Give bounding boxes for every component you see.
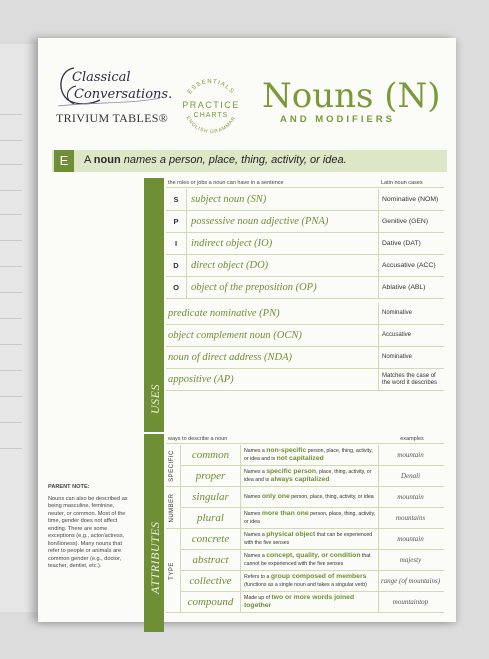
spido-role: subject noun (SN) — [186, 189, 378, 210]
desc-emphasis: always capitalized — [270, 476, 330, 483]
desc-text: , place, thing, activity, or idea and is — [244, 468, 372, 483]
attributes-side-label: ATTRIBUTES — [148, 521, 162, 594]
spido-role: possessive noun adjective (PNA) — [186, 211, 378, 232]
attribute-example: majesty — [378, 550, 442, 570]
attribute-group-text: SPECIFIC — [169, 450, 175, 482]
spido-letter: O — [173, 283, 179, 292]
uses-other-row — [166, 347, 444, 369]
logo-swash-icon — [52, 60, 164, 110]
attribute-description — [240, 529, 378, 549]
page-subtitle: AND MODIFIERS — [280, 114, 395, 125]
other-latin-case: Accusative — [378, 325, 444, 346]
classical-conversations-logo — [52, 60, 173, 128]
uses-spido-row — [166, 255, 444, 277]
attributes-header-ways: ways to describe a noun — [168, 436, 228, 442]
uses-spido-row — [166, 277, 444, 299]
spido-role: indirect object (IO) — [186, 233, 378, 254]
section-letter-box: E — [54, 150, 74, 172]
desc-emphasis: two or more words joined together — [244, 593, 355, 609]
attribute-name: proper — [180, 466, 240, 486]
attribute-row — [180, 466, 444, 487]
desc-text: that cannot be experienced with the five senses — [244, 552, 371, 567]
desc-emphasis: non-specific — [266, 446, 307, 454]
attribute-name: common — [180, 445, 240, 465]
spido-latin-case: Ablative (ABL) — [378, 277, 444, 298]
parent-note-heading: PARENT NOTE: — [48, 484, 90, 490]
spido-letter: P — [173, 217, 179, 226]
attribute-description — [240, 508, 378, 528]
attribute-description — [240, 487, 378, 507]
page-title: Nouns (N) — [262, 76, 441, 116]
brand-line-2: Conversations. — [74, 87, 173, 102]
other-role: predicate nominative (PN) — [168, 308, 280, 319]
spido-role: direct object (DO) — [186, 255, 378, 276]
svg-text:ESSENTIALS: ESSENTIALS — [186, 78, 236, 96]
attribute-description — [240, 571, 378, 591]
desc-text: (functions as a single noun and takes a singular verb) — [244, 582, 367, 588]
attribute-description — [240, 466, 378, 486]
desc-text: person, place, thing, activity, or idea — [244, 510, 376, 525]
chart-page — [38, 38, 456, 622]
desc-text: Names — [244, 493, 262, 500]
back-page-edge — [0, 44, 40, 612]
attribute-example: mountains — [378, 508, 442, 528]
attribute-description — [240, 592, 378, 612]
desc-text: Made up of — [244, 594, 272, 601]
desc-text: Names a — [244, 531, 267, 538]
attribute-row — [180, 508, 444, 529]
attributes-header-row — [166, 434, 444, 444]
spido-latin-case: Dative (DAT) — [378, 233, 444, 254]
desc-emphasis: physical object — [266, 530, 316, 538]
desc-text: Names a — [244, 552, 267, 559]
spido-latin-case: Accusative (ACC) — [378, 255, 444, 276]
spido-latin-case: Genitive (GEN) — [378, 211, 444, 232]
spido-latin-case: Nominative (NOM) — [378, 189, 444, 210]
uses-other-row — [166, 325, 444, 347]
parent-note — [48, 484, 132, 571]
attribute-group-label — [166, 529, 180, 613]
attribute-name: compound — [180, 592, 240, 612]
uses-other-row — [166, 369, 444, 391]
desc-emphasis: not capitalized — [276, 455, 324, 462]
desc-text: Names a — [244, 447, 267, 454]
attribute-example: mountaintop — [378, 592, 442, 612]
essentials-practice-charts-badge — [174, 68, 248, 142]
attribute-row — [180, 529, 444, 550]
desc-text: person, place, thing, activity, or idea — [289, 493, 374, 500]
other-latin-case: Nominative — [378, 347, 444, 368]
attributes-side-bar — [144, 434, 164, 632]
other-role: noun of direct address (NDA) — [168, 352, 293, 363]
attribute-name: singular — [180, 487, 240, 507]
uses-side-bar — [144, 178, 164, 432]
desc-emphasis: concept, quality, or condition — [266, 551, 361, 559]
other-role: appositive (AP) — [168, 374, 234, 385]
desc-emphasis: more than one — [261, 509, 309, 517]
parent-note-body: Nouns can also be described as being masculine, feminine, neuter, or common. Most of the time, gender does not affect ending. There are some exceptions (e.g., actor/actress, lion/lioness). Many nouns that refer to people or animals are common gender (e.g., doctor, teacher, dentist, etc.). — [48, 495, 128, 570]
attribute-group-label — [166, 445, 180, 487]
svg-text:CHARTS: CHARTS — [193, 112, 229, 119]
attribute-group-text: NUMBER — [169, 493, 175, 523]
desc-text: Refers to a — [244, 573, 271, 580]
attribute-row — [180, 550, 444, 571]
attribute-example: mountain — [378, 445, 442, 465]
attribute-name: collective — [180, 571, 240, 591]
attribute-name: concrete — [180, 529, 240, 549]
noun-definition: A noun names a person, place, thing, activity, or idea. — [84, 154, 347, 166]
attribute-description — [240, 550, 378, 570]
attribute-example: Denali — [378, 466, 442, 486]
attribute-example: mountain — [378, 487, 442, 507]
attribute-row — [180, 445, 444, 466]
uses-header-row — [166, 178, 444, 188]
attribute-row — [180, 592, 444, 613]
brand-line-1: Classical — [72, 70, 131, 85]
uses-spido-row — [166, 211, 444, 233]
desc-text: that can be experienced with the five senses — [244, 531, 373, 546]
attribute-group-text: TYPE — [169, 562, 175, 580]
spido-letter: I — [174, 239, 178, 248]
uses-header-roles: the roles or jobs a noun can have in a sentence — [168, 180, 284, 186]
attribute-name: plural — [180, 508, 240, 528]
desc-text: Names a — [244, 468, 267, 475]
attribute-row — [180, 487, 444, 508]
spido-letter: D — [173, 261, 179, 270]
desc-emphasis: only one — [261, 492, 290, 500]
desc-emphasis: group composed of members — [270, 572, 367, 580]
attribute-name: abstract — [180, 550, 240, 570]
svg-text:PRACTICE: PRACTICE — [182, 100, 240, 110]
attribute-group-label — [166, 487, 180, 529]
svg-text:ENGLISH GRAMMAR: ENGLISH GRAMMAR — [184, 115, 238, 136]
attribute-row — [180, 571, 444, 592]
spido-letter: S — [173, 195, 179, 204]
uses-spido-row — [166, 189, 444, 211]
attribute-example: mountain — [378, 529, 442, 549]
other-role: object complement noun (OCN) — [168, 330, 302, 341]
attribute-example: range (of mountains) — [378, 571, 442, 591]
uses-spido-row — [166, 233, 444, 255]
desc-emphasis: specific person — [266, 467, 317, 475]
uses-side-label: USES — [148, 384, 162, 414]
spido-role: object of the preposition (OP) — [186, 277, 378, 298]
other-latin-case: Matches the case of the word it describes — [378, 369, 444, 390]
trivium-tables-label: TRIVIUM TABLES® — [56, 111, 169, 125]
desc-text: person, place, thing, activity, or idea and is — [244, 447, 373, 462]
uses-header-latin: Latin noun cases — [381, 180, 423, 186]
attribute-description — [240, 445, 378, 465]
uses-other-row — [166, 303, 444, 325]
other-latin-case: Nominative — [378, 303, 444, 324]
desc-text: Names — [244, 510, 262, 517]
attributes-header-examples: examples — [400, 436, 424, 442]
